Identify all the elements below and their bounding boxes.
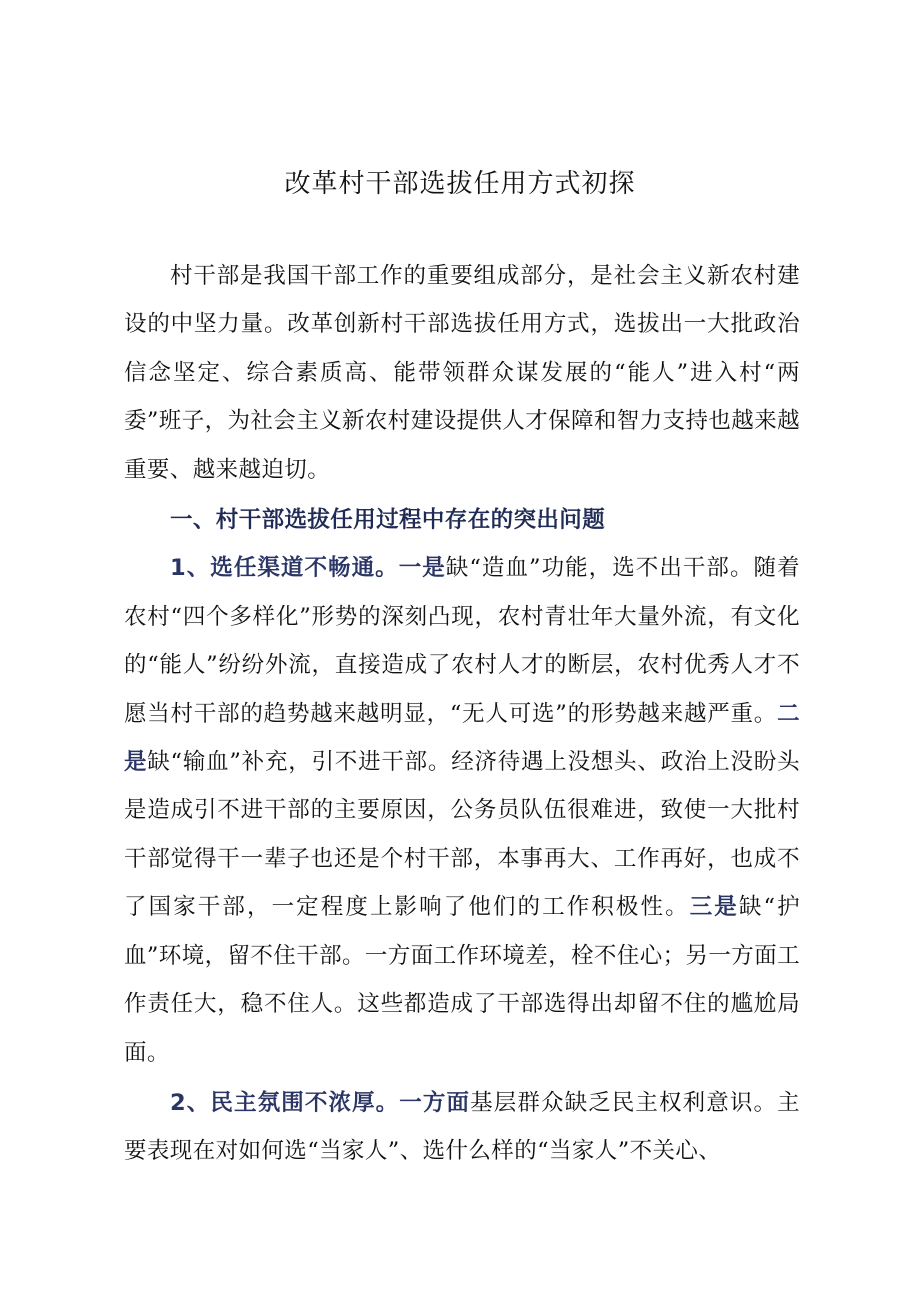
item1-paragraph <box>124 544 800 1076</box>
item2-paragraph <box>124 1079 800 1176</box>
item2-point1-text: 基层群众缺乏民主权利意识。主要表现在对如何选“当家人”、选什么样的“当家人”不关心、 <box>124 1089 801 1165</box>
item1-point1-text: 缺“造血”功能，选不出干部。随着农村“四个多样化”形势的深刻凸现，农村青壮年大量外流，有文化的“能人”纷纷外流，直接造成了农村人才的断层，农村优秀人才不愿当村干部的趋势越来越明显，“无人可选”的形势越来越严重。 <box>124 555 800 727</box>
item2-point1-label: 一方面 <box>399 1089 471 1116</box>
item2-label: 2、民主氛围不浓厚。 <box>170 1089 400 1116</box>
item1-point1-label: 一是 <box>398 555 446 582</box>
intro-paragraph: 村干部是我国干部工作的重要组成部分，是社会主义新农村建设的中坚力量。改革创新村干部选拔任用方式，选拔出一大批政治信念坚定、综合素质高、能带领群众谋发展的“能人”进入村“两委”班子，为社会主义新农村建设提供人才保障和智力支持也越来越重要、越来越迫切。 <box>124 263 801 483</box>
item1-point2-label: 二是 <box>124 700 800 776</box>
document-body <box>124 252 800 1176</box>
section-heading <box>124 496 800 544</box>
item1-point2-text: 缺“输血”补充，引不进干部。经济待遇上没想头、政治上没盼头是造成引不进干部的主要原因，公务员队伍很难进，致使一大批村干部觉得干一辈子也还是个村干部，本事再大、工作再好，也成不了国家干部，一定程度上影响了他们的工作积极性。 <box>124 749 800 921</box>
item1-point3-label: 三是 <box>689 894 739 921</box>
section-heading-text: 一、村干部选拔任用过程中存在的突出问题 <box>170 507 606 534</box>
document-title: 改革村干部选拔任用方式初探 <box>284 169 636 199</box>
item1-label: 1、选任渠道不畅通。 <box>170 555 399 582</box>
item1-point3-text: 缺“护血”环境，留不住干部。一方面工作环境差，栓不住心；另一方面工作责任大，稳不住人。这些都造成了干部选得出却留不住的尴尬局面。 <box>124 894 801 1066</box>
